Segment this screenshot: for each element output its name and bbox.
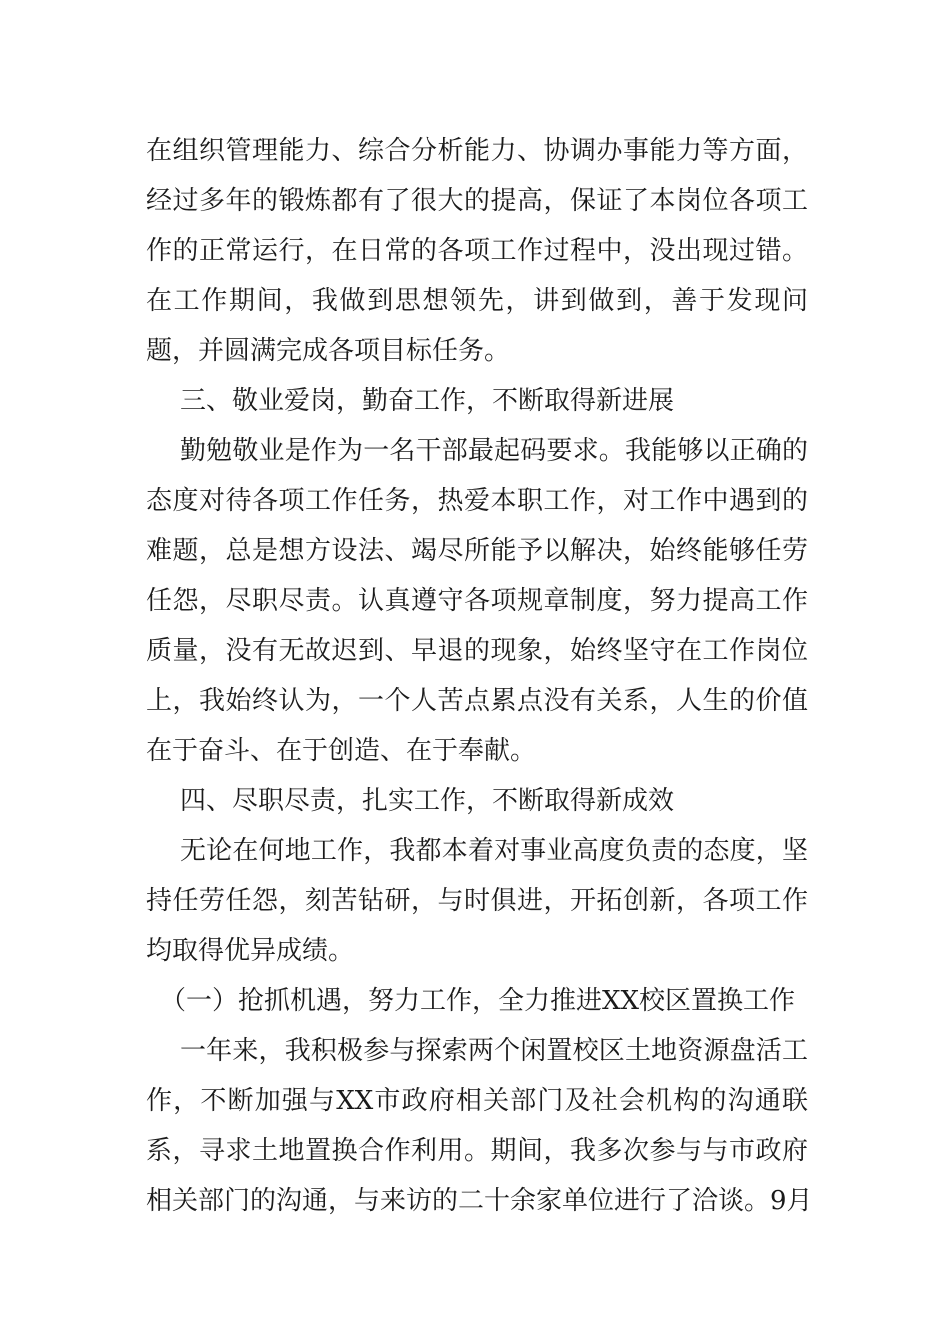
text-line: 系，寻求土地置换合作利用。期间，我多次参与与市政府 bbox=[146, 1136, 808, 1166]
text-line: 难题，总是想方设法、竭尽所能予以解决，始终能够任劳 bbox=[146, 536, 808, 566]
paragraph-p3 bbox=[146, 826, 808, 976]
text-line: 勤勉敬业是作为一名干部最起码要求。我能够以正确的 bbox=[180, 436, 808, 466]
section-heading-3: 三、敬业爱岗，勤奋工作，不断取得新进展 bbox=[180, 386, 675, 416]
text-line: 质量，没有无故迟到、早退的现象，始终坚守在工作岗位 bbox=[146, 636, 808, 666]
paragraph-p1 bbox=[146, 126, 808, 376]
section-heading-4: 四、尽职尽责，扎实工作，不断取得新成效 bbox=[180, 786, 675, 816]
text-line: 任怨，尽职尽责。认真遵守各项规章制度，努力提高工作 bbox=[146, 586, 808, 616]
text-line: 均取得优异成绩。 bbox=[146, 936, 355, 966]
text-line: 态度对待各项工作任务，热爱本职工作，对工作中遇到的 bbox=[146, 486, 808, 516]
paragraph-p4 bbox=[146, 1026, 813, 1226]
text-line: 作，不断加强与XX市政府相关部门及社会机构的沟通联 bbox=[146, 1086, 808, 1116]
subsection-heading-4-1: （一）抢抓机遇，努力工作，全力推进XX校区置换工作 bbox=[160, 986, 796, 1016]
text-line: 作的正常运行，在日常的各项工作过程中，没出现过错。 bbox=[146, 236, 808, 266]
text-line: 持任劳任怨，刻苦钻研，与时俱进，开拓创新，各项工作 bbox=[146, 886, 808, 916]
text-line: 经过多年的锻炼都有了很大的提高，保证了本岗位各项工 bbox=[146, 186, 808, 216]
text-line: 上，我始终认为，一个人苦点累点没有关系，人生的价值 bbox=[146, 686, 808, 716]
document-page bbox=[146, 126, 813, 1226]
text-line: 题，并圆满完成各项目标任务。 bbox=[146, 336, 511, 366]
text-line: 无论在何地工作，我都本着对事业高度负责的态度，坚 bbox=[180, 836, 808, 866]
text-line: 在工作期间，我做到思想领先，讲到做到，善于发现问 bbox=[146, 286, 808, 316]
text-line: 一年来，我积极参与探索两个闲置校区土地资源盘活工 bbox=[180, 1036, 808, 1066]
text-line: 在组织管理能力、综合分析能力、协调办事能力等方面， bbox=[146, 136, 808, 166]
text-line: 相关部门的沟通，与来访的二十余家单位进行了洽谈。9月 bbox=[146, 1186, 813, 1216]
paragraph-p2 bbox=[146, 426, 808, 776]
text-line: 在于奋斗、在于创造、在于奉献。 bbox=[146, 736, 537, 766]
